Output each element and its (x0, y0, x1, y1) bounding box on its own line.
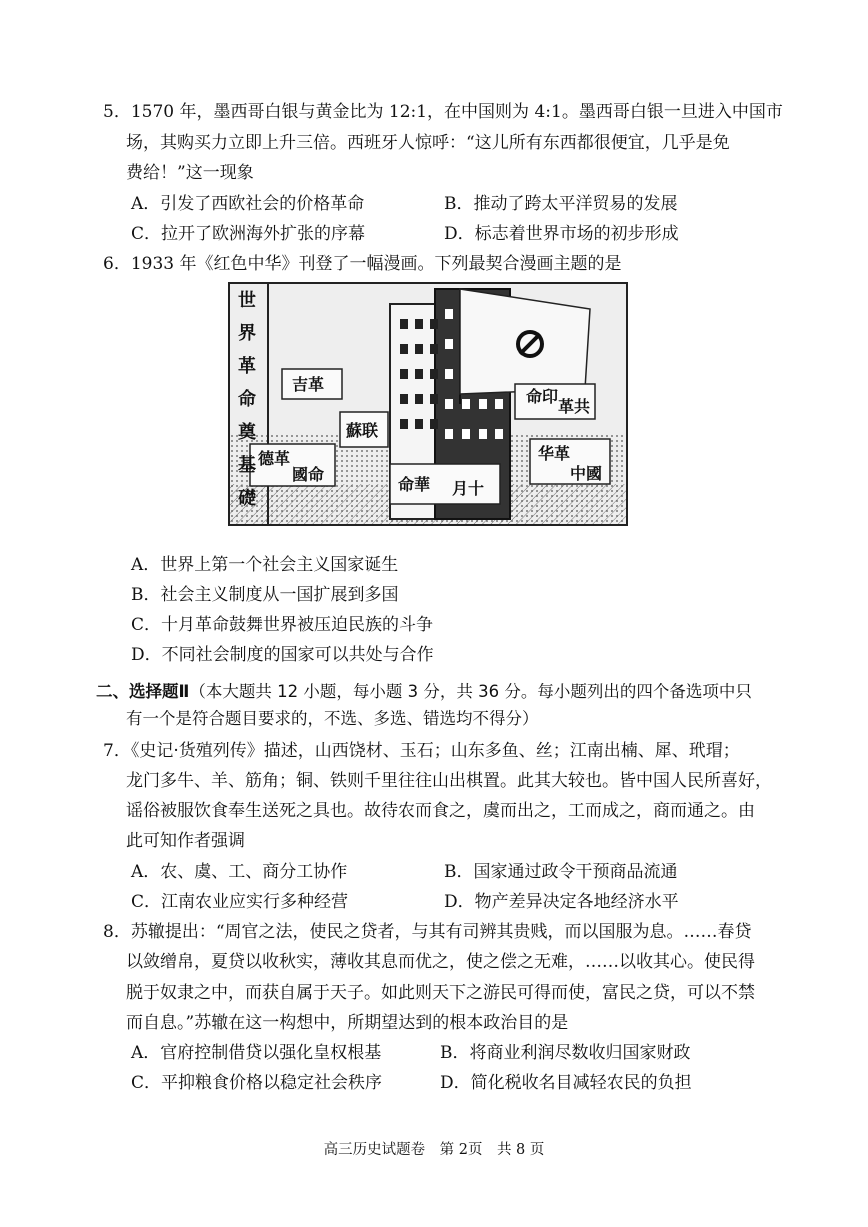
red-china-cartoon-image (228, 282, 628, 526)
cartoon-side-char: 界 (238, 323, 256, 344)
cartoon-side-char: 基 (238, 455, 256, 476)
q5-stem-line-3: 费给！”这一现象 (126, 163, 254, 183)
q5-stem-line-2: 场，其购买力立即上升三倍。西班牙人惊呼：“这儿所有东西都很便宜，几乎是免 (126, 133, 730, 153)
cartoon-side-char: 奠 (238, 422, 256, 443)
section2-description-2: 有一个是符合题目要求的，不选、多选、错选均不得分） (126, 709, 539, 728)
cartoon-side-char: 命 (238, 389, 256, 410)
q7-option-c: C．江南农业应实行多种经营 (131, 892, 349, 912)
cartoon-flag-label: 命印 (526, 387, 559, 406)
q7-stem-line-4: 此可知作者强调 (126, 831, 245, 851)
q5-option-a: A．引发了西欧社会的价格革命 (131, 194, 365, 214)
q8-option-b: B．将商业利润尽数收归国家财政 (440, 1043, 691, 1063)
q5-option-d: D．标志着世界市场的初步形成 (444, 224, 679, 244)
q7-option-d: D．物产差异决定各地经济水平 (444, 892, 679, 912)
q7-stem-line-1: 7．《史记·货殖列传》描述，山西饶材、玉石；山东多鱼、丝；江南出楠、犀、玳瑁； (103, 741, 740, 761)
cartoon-side-char: 革 (238, 356, 256, 377)
q6-option-d: D．不同社会制度的国家可以共处与合作 (131, 645, 434, 665)
section2-title: 二、选择题Ⅱ (96, 682, 190, 701)
cartoon-side-char: 世 (238, 290, 256, 311)
q7-stem-line-2: 龙门多牛、羊、筋角；铜、铁则千里往往山出棋置。此其大较也。皆中国人民所喜好， (126, 771, 772, 791)
cartoon-flag-label: 吉革 (292, 375, 325, 394)
q7-option-a: A．农、虞、工、商分工协作 (131, 862, 348, 882)
cartoon-illustration (230, 284, 626, 524)
q6-option-c: C．十月革命鼓舞世界被压迫民族的斗争 (131, 615, 434, 635)
q6-option-a: A．世界上第一个社会主义国家诞生 (131, 555, 399, 575)
cartoon-flag-label: 中國 (570, 464, 603, 483)
q8-option-c: C．平抑粮食价格以稳定社会秩序 (131, 1073, 383, 1093)
q8-stem-line-1: 8．苏辙提出：“周官之法，使民之贷者，与其有司辨其贵贱，而以国服为息。……春贷 (103, 922, 752, 942)
q6-stem: 6．1933 年《红色中华》刊登了一幅漫画。下列最契合漫画主题的是 (103, 254, 622, 274)
section2-description-1: （本大题共 12 小题，每小题 3 分，共 36 分。每小题列出的四个备选项中只 (189, 682, 752, 701)
q8-option-a: A．官府控制借贷以强化皇权根基 (131, 1043, 382, 1063)
cartoon-flag-label: 蘇联 (346, 421, 379, 440)
q7-stem-line-3: 谣俗被服饮食奉生送死之具也。故待农而食之，虞而出之，工而成之，商而通之。由 (126, 801, 755, 821)
cartoon-flag-label: 月十 (452, 479, 485, 498)
cartoon-flag-label: 革共 (558, 397, 591, 416)
cartoon-side-char: 礎 (238, 488, 256, 509)
cartoon-flag-label: 德革 (258, 449, 291, 468)
cartoon-flag-label: 命華 (398, 475, 431, 494)
page-footer: 高三历史试题卷 第 2页 共 8 页 (323, 1142, 545, 1158)
cartoon-flag-label: 华革 (538, 444, 571, 463)
q5-stem-line-1: 5．1570 年，墨西哥白银与黄金比为 12:1，在中国则为 4:1。墨西哥白银一旦进入中国市 (103, 102, 783, 122)
q7-option-b: B．国家通过政令干预商品流通 (444, 862, 678, 882)
q8-option-d: D．简化税收名目减轻农民的负担 (440, 1073, 692, 1093)
q5-option-c: C．拉开了欧洲海外扩张的序幕 (131, 224, 366, 244)
q8-stem-line-2: 以敛缯帛，夏贷以收秋实，薄收其息而优之，使之偿之无难，……以收其心。使民得 (126, 952, 755, 972)
section2-heading (96, 680, 752, 704)
q5-option-b: B．推动了跨太平洋贸易的发展 (444, 194, 678, 214)
q8-stem-line-3: 脱于奴隶之中，而获自属于天子。如此则天下之游民可得而使，富民之贷，可以不禁 (126, 983, 755, 1003)
q6-option-b: B．社会主义制度从一国扩展到多国 (131, 585, 399, 605)
cartoon-flag-label: 國命 (292, 465, 325, 484)
q8-stem-line-4: 而自息。”苏辙在这一构想中，所期望达到的根本政治目的是 (126, 1013, 569, 1033)
